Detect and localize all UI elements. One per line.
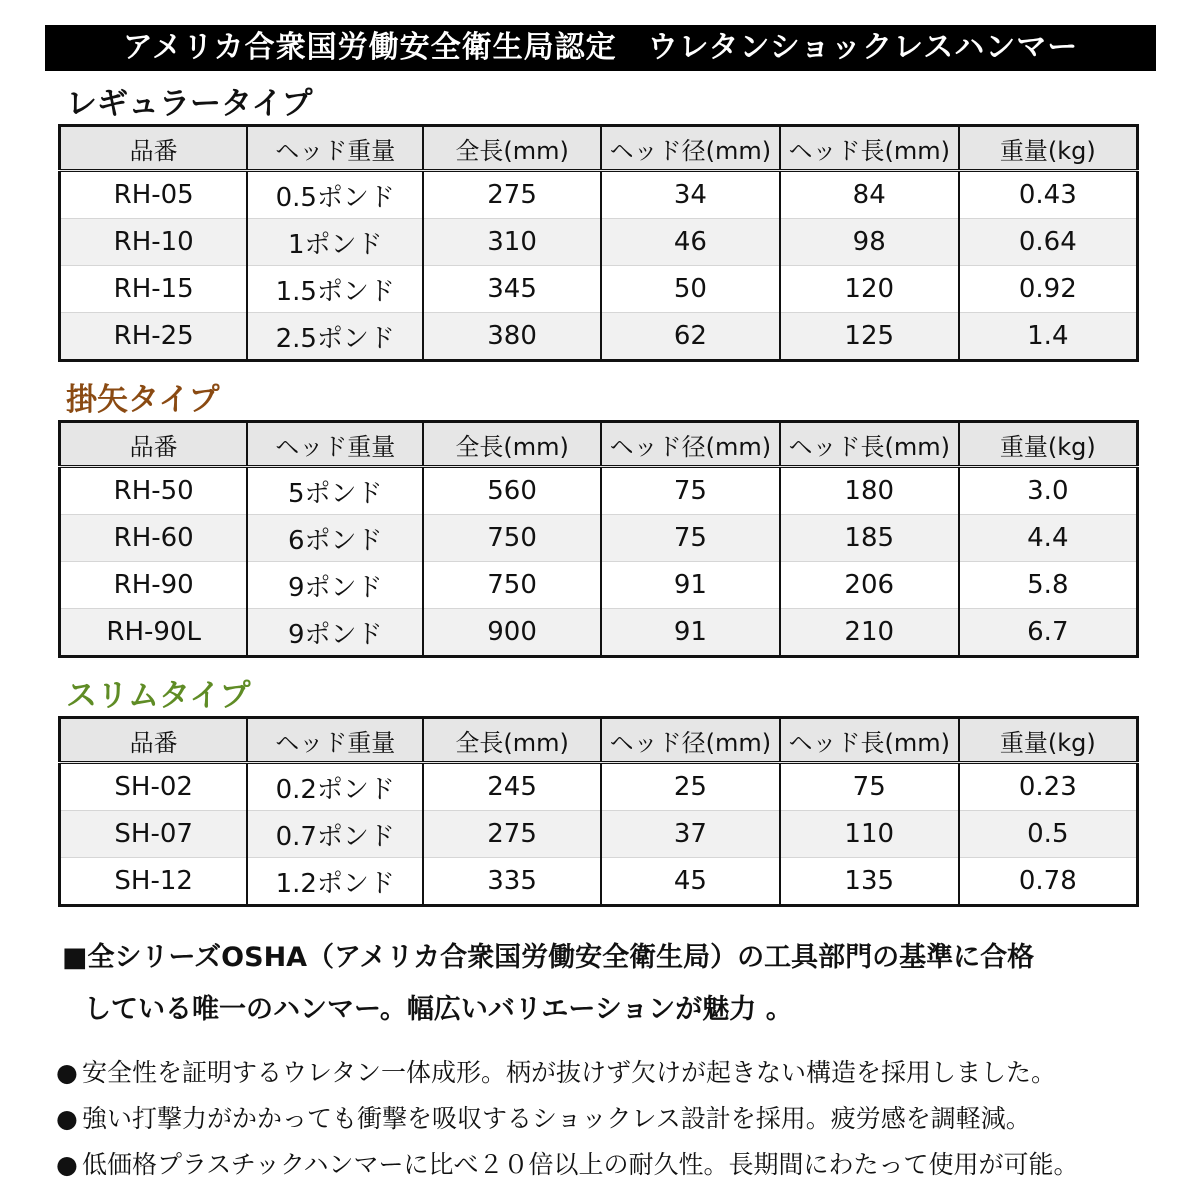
- table-cell: 275: [423, 811, 601, 858]
- table-cell: RH-10: [60, 219, 248, 266]
- column-header: 全長(mm): [423, 718, 601, 763]
- table-row: [60, 266, 1138, 313]
- table-cell: 62: [601, 313, 780, 361]
- table-cell: 750: [423, 515, 601, 562]
- table-cell: 0.78: [959, 858, 1138, 906]
- table-cell: RH-50: [60, 467, 248, 515]
- table-cell: 245: [423, 763, 601, 811]
- table-cell: 91: [601, 562, 780, 609]
- table-cell: RH-15: [60, 266, 248, 313]
- table-cell: 1ポンド: [247, 219, 423, 266]
- section-title-kakeya: 掛矢タイプ: [66, 382, 220, 418]
- table-cell: 0.64: [959, 219, 1138, 266]
- table-row: [60, 171, 1138, 219]
- table-row: [60, 515, 1138, 562]
- table-cell: 1.5ポンド: [247, 266, 423, 313]
- table-cell: 206: [780, 562, 959, 609]
- table-cell: 3.0: [959, 467, 1138, 515]
- table-cell: 75: [780, 763, 959, 811]
- table-cell: 0.43: [959, 171, 1138, 219]
- table-row: [60, 467, 1138, 515]
- table-cell: 75: [601, 467, 780, 515]
- table-cell: 210: [780, 609, 959, 657]
- table-cell: 0.2ポンド: [247, 763, 423, 811]
- feature-list: [56, 1050, 1166, 1188]
- table-cell: 98: [780, 219, 959, 266]
- column-header: 重量(kg): [959, 422, 1138, 467]
- column-header: ヘッド重量: [247, 718, 423, 763]
- column-header: ヘッド径(mm): [601, 718, 780, 763]
- table-cell: 25: [601, 763, 780, 811]
- table-cell: 275: [423, 171, 601, 219]
- column-header: 品番: [60, 126, 248, 171]
- table-row: [60, 811, 1138, 858]
- table-row: [60, 219, 1138, 266]
- column-header: ヘッド長(mm): [780, 718, 959, 763]
- spec-table-regular: [58, 124, 1139, 362]
- table-cell: RH-90L: [60, 609, 248, 657]
- table-cell: 335: [423, 858, 601, 906]
- table-cell: RH-05: [60, 171, 248, 219]
- table-header-row: [60, 422, 1138, 467]
- column-header: ヘッド重量: [247, 422, 423, 467]
- table-row: [60, 609, 1138, 657]
- table-cell: 1.2ポンド: [247, 858, 423, 906]
- summary-line-2: している唯一のハンマー。幅広いバリエーションが魅力 。: [84, 994, 793, 1025]
- table-row: [60, 858, 1138, 906]
- table-cell: RH-90: [60, 562, 248, 609]
- column-header: ヘッド径(mm): [601, 422, 780, 467]
- list-item: [56, 1142, 1166, 1188]
- table-cell: 180: [780, 467, 959, 515]
- table-cell: 380: [423, 313, 601, 361]
- table-row: [60, 313, 1138, 361]
- table-cell: 135: [780, 858, 959, 906]
- bullet-icon: ●: [56, 1150, 78, 1179]
- table-row: [60, 562, 1138, 609]
- table-cell: 750: [423, 562, 601, 609]
- column-header: ヘッド径(mm): [601, 126, 780, 171]
- summary-line-1: 全シリーズOSHA（アメリカ合衆国労働安全衛生局）の工具部門の基準に合格: [87, 942, 1035, 973]
- list-item-text: 安全性を証明するウレタン一体成形。柄が抜けず欠けが起きない構造を採用しました。: [82, 1058, 1057, 1087]
- list-item-text: 低価格プラスチックハンマーに比べ２０倍以上の耐久性。長期間にわたって使用が可能。: [82, 1150, 1079, 1179]
- table-cell: 45: [601, 858, 780, 906]
- table-cell: 91: [601, 609, 780, 657]
- spec-table-slim: [58, 716, 1139, 907]
- column-header: ヘッド長(mm): [780, 422, 959, 467]
- table-cell: SH-02: [60, 763, 248, 811]
- table-header-row: [60, 126, 1138, 171]
- table-cell: 900: [423, 609, 601, 657]
- table-cell: 37: [601, 811, 780, 858]
- column-header: 全長(mm): [423, 422, 601, 467]
- summary-text: [62, 932, 1142, 1036]
- table-cell: RH-60: [60, 515, 248, 562]
- table-header-row: [60, 718, 1138, 763]
- spec-table-kakeya: [58, 420, 1139, 658]
- table-cell: 34: [601, 171, 780, 219]
- list-item: [56, 1050, 1166, 1096]
- column-header: 品番: [60, 718, 248, 763]
- table-cell: 2.5ポンド: [247, 313, 423, 361]
- table-cell: 560: [423, 467, 601, 515]
- table-cell: SH-12: [60, 858, 248, 906]
- table-cell: 125: [780, 313, 959, 361]
- section-title-regular: レギュラータイプ: [66, 86, 313, 122]
- table-cell: 345: [423, 266, 601, 313]
- table-cell: 0.92: [959, 266, 1138, 313]
- table-cell: 1.4: [959, 313, 1138, 361]
- column-header: 全長(mm): [423, 126, 601, 171]
- black-square-icon: ■: [62, 942, 88, 973]
- table-cell: 75: [601, 515, 780, 562]
- bullet-icon: ●: [56, 1104, 78, 1133]
- table-cell: 4.4: [959, 515, 1138, 562]
- table-cell: RH-25: [60, 313, 248, 361]
- table-cell: 120: [780, 266, 959, 313]
- table-row: [60, 763, 1138, 811]
- table-cell: 9ポンド: [247, 609, 423, 657]
- table-cell: 6.7: [959, 609, 1138, 657]
- table-cell: 9ポンド: [247, 562, 423, 609]
- column-header: ヘッド長(mm): [780, 126, 959, 171]
- table-cell: 185: [780, 515, 959, 562]
- table-cell: 50: [601, 266, 780, 313]
- bullet-icon: ●: [56, 1058, 78, 1087]
- table-cell: 0.5ポンド: [247, 171, 423, 219]
- table-cell: 110: [780, 811, 959, 858]
- table-cell: SH-07: [60, 811, 248, 858]
- column-header: ヘッド重量: [247, 126, 423, 171]
- table-cell: 6ポンド: [247, 515, 423, 562]
- section-title-slim: スリムタイプ: [66, 678, 251, 714]
- column-header: 品番: [60, 422, 248, 467]
- table-cell: 0.7ポンド: [247, 811, 423, 858]
- table-cell: 5.8: [959, 562, 1138, 609]
- table-cell: 84: [780, 171, 959, 219]
- column-header: 重量(kg): [959, 718, 1138, 763]
- table-cell: 0.5: [959, 811, 1138, 858]
- column-header: 重量(kg): [959, 126, 1138, 171]
- table-cell: 46: [601, 219, 780, 266]
- list-item: [56, 1096, 1166, 1142]
- table-cell: 310: [423, 219, 601, 266]
- page-banner: アメリカ合衆国労働安全衛生局認定 ウレタンショックレスハンマー: [45, 25, 1156, 71]
- table-cell: 5ポンド: [247, 467, 423, 515]
- table-cell: 0.23: [959, 763, 1138, 811]
- list-item-text: 強い打撃力がかかっても衝撃を吸収するショックレス設計を採用。疲労感を調軽減。: [82, 1104, 1031, 1133]
